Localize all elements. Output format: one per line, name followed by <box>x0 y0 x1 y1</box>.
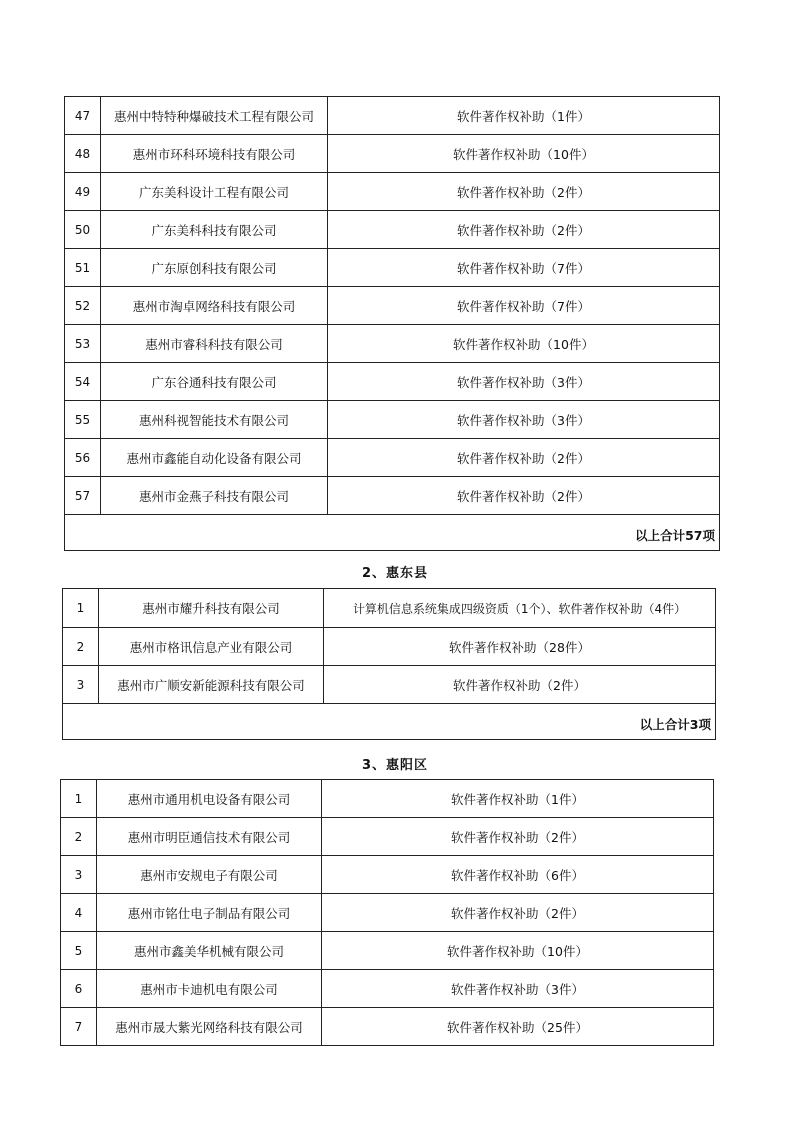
table-row <box>65 439 720 477</box>
row-number: 52 <box>65 287 101 325</box>
company-name: 惠州市金燕子科技有限公司 <box>101 477 328 515</box>
table-row <box>61 856 714 894</box>
table-row <box>61 1008 714 1046</box>
company-name: 广东谷通科技有限公司 <box>101 363 328 401</box>
subsidy-item: 软件著作权补助（3件） <box>328 401 720 439</box>
table-row <box>65 97 720 135</box>
row-number: 7 <box>61 1008 97 1046</box>
subsidy-item: 软件著作权补助（10件） <box>322 932 714 970</box>
total-label: 以上合计57项 <box>65 515 720 551</box>
row-number: 54 <box>65 363 101 401</box>
company-name: 惠州市卡迪机电有限公司 <box>97 970 322 1008</box>
subsidy-item: 软件著作权补助（1件） <box>328 97 720 135</box>
row-number: 1 <box>63 589 99 628</box>
total-row <box>63 704 716 740</box>
table-row <box>63 666 716 704</box>
subsidy-item: 计算机信息系统集成四级资质（1个）、软件著作权补助（4件） <box>324 589 716 628</box>
subsidy-item: 软件著作权补助（7件） <box>328 287 720 325</box>
table-row <box>65 287 720 325</box>
subsidy-item: 软件著作权补助（2件） <box>328 211 720 249</box>
company-name: 惠州市睿科科技有限公司 <box>101 325 328 363</box>
row-number: 55 <box>65 401 101 439</box>
row-number: 57 <box>65 477 101 515</box>
row-number: 4 <box>61 894 97 932</box>
subsidy-item: 软件著作权补助（6件） <box>322 856 714 894</box>
row-number: 3 <box>61 856 97 894</box>
table-section-1 <box>64 96 720 551</box>
company-name: 惠州科视智能技术有限公司 <box>101 401 328 439</box>
table-row <box>63 628 716 666</box>
table-row <box>63 589 716 628</box>
table-row <box>65 135 720 173</box>
subsidy-item: 软件著作权补助（2件） <box>328 477 720 515</box>
row-number: 5 <box>61 932 97 970</box>
row-number: 53 <box>65 325 101 363</box>
row-number: 50 <box>65 211 101 249</box>
section-3-heading: 3、惠阳区 <box>361 758 429 773</box>
row-number: 48 <box>65 135 101 173</box>
total-label: 以上合计3项 <box>63 704 716 740</box>
row-number: 1 <box>61 780 97 818</box>
table-row <box>65 211 720 249</box>
company-name: 广东美科设计工程有限公司 <box>101 173 328 211</box>
company-name: 惠州市安规电子有限公司 <box>97 856 322 894</box>
table-row <box>65 401 720 439</box>
company-name: 惠州市鑫美华机械有限公司 <box>97 932 322 970</box>
subsidy-item: 软件著作权补助（3件） <box>328 363 720 401</box>
subsidy-item: 软件著作权补助（10件） <box>328 135 720 173</box>
table-row <box>61 780 714 818</box>
subsidy-item: 软件著作权补助（28件） <box>324 628 716 666</box>
company-name: 惠州市环科环境科技有限公司 <box>101 135 328 173</box>
company-name: 惠州市晟大紫光网络科技有限公司 <box>97 1008 322 1046</box>
subsidy-item: 软件著作权补助（3件） <box>322 970 714 1008</box>
subsidy-item: 软件著作权补助（10件） <box>328 325 720 363</box>
company-name: 惠州市鑫能自动化设备有限公司 <box>101 439 328 477</box>
company-name: 惠州市淘卓网络科技有限公司 <box>101 287 328 325</box>
row-number: 51 <box>65 249 101 287</box>
section-2-heading: 2、惠东县 <box>361 566 429 581</box>
subsidy-item: 软件著作权补助（7件） <box>328 249 720 287</box>
row-number: 2 <box>63 628 99 666</box>
subsidy-item: 软件著作权补助（2件） <box>328 173 720 211</box>
subsidy-item: 软件著作权补助（2件） <box>322 894 714 932</box>
company-name: 惠州市明臣通信技术有限公司 <box>97 818 322 856</box>
table-row <box>65 325 720 363</box>
subsidy-item: 软件著作权补助（2件） <box>322 818 714 856</box>
total-row <box>65 515 720 551</box>
table-section-2 <box>62 588 716 740</box>
company-name: 惠州市广顺安新能源科技有限公司 <box>99 666 324 704</box>
table-row <box>65 363 720 401</box>
subsidy-item: 软件著作权补助（2件） <box>328 439 720 477</box>
table-row <box>61 894 714 932</box>
company-name: 惠州市耀升科技有限公司 <box>99 589 324 628</box>
row-number: 3 <box>63 666 99 704</box>
row-number: 47 <box>65 97 101 135</box>
company-name: 惠州市格讯信息产业有限公司 <box>99 628 324 666</box>
row-number: 6 <box>61 970 97 1008</box>
table-row <box>61 818 714 856</box>
table-row <box>65 477 720 515</box>
row-number: 49 <box>65 173 101 211</box>
table-row <box>65 173 720 211</box>
company-name: 惠州市通用机电设备有限公司 <box>97 780 322 818</box>
subsidy-item: 软件著作权补助（1件） <box>322 780 714 818</box>
table-row <box>61 970 714 1008</box>
company-name: 广东原创科技有限公司 <box>101 249 328 287</box>
company-name: 惠州市铭仕电子制品有限公司 <box>97 894 322 932</box>
company-name: 惠州中特特种爆破技术工程有限公司 <box>101 97 328 135</box>
table-row <box>65 249 720 287</box>
subsidy-item: 软件著作权补助（2件） <box>324 666 716 704</box>
subsidy-item: 软件著作权补助（25件） <box>322 1008 714 1046</box>
table-section-3 <box>60 779 714 1046</box>
table-row <box>61 932 714 970</box>
company-name: 广东美科科技有限公司 <box>101 211 328 249</box>
row-number: 2 <box>61 818 97 856</box>
row-number: 56 <box>65 439 101 477</box>
